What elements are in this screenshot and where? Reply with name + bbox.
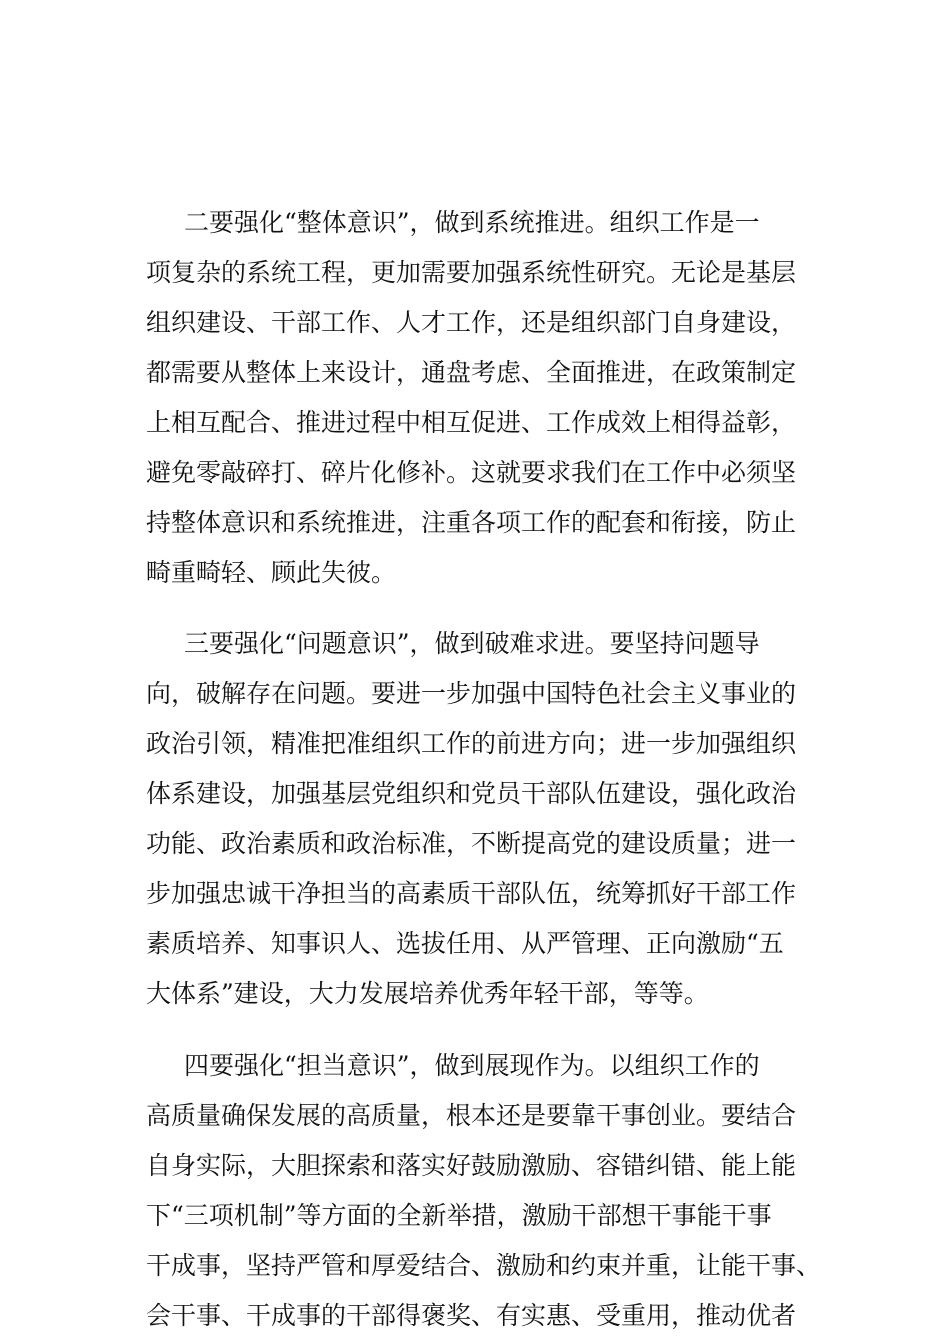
paragraph-line: 四要强化“担当意识”，做到展现作为。以组织工作的 (184, 1051, 760, 1080)
paragraph-line: 上相互配合、推进过程中相互促进、工作成效上相得益彰， (146, 408, 797, 437)
paragraph-line: 高质量确保发展的高质量，根本还是要靠干事创业。要结合 (146, 1101, 797, 1130)
paragraph-line: 避免零敲碎打、碎片化修补。这就要求我们在工作中必须坚 (146, 458, 797, 487)
paragraph-responsibility-awareness (146, 1041, 821, 1341)
paragraph-line: 功能、政治素质和政治标准，不断提高党的建设质量；进一 (146, 829, 797, 858)
paragraph-line: 向，破解存在问题。要进一步加强中国特色社会主义事业的 (146, 679, 797, 708)
paragraph-line: 会干事、干成事的干部得褒奖、有实惠、受重用，推动优者 (146, 1301, 797, 1330)
paragraph-line: 自身实际，大胆探索和落实好鼓励激励、容错纠错、能上能 (146, 1151, 797, 1180)
paragraph-line: 下“三项机制”等方面的全新举措，激励干部想干事能干事 (146, 1201, 772, 1230)
paragraph-line: 畸重畸轻、顾此失彼。 (146, 558, 397, 587)
paragraph-line: 三要强化“问题意识”，做到破难求进。要坚持问题导 (184, 629, 760, 658)
paragraph-line: 政治引领，精准把准组织工作的前进方向；进一步加强组织 (146, 729, 797, 758)
paragraph-line: 步加强忠诚干净担当的高素质干部队伍，统筹抓好干部工作 (146, 879, 797, 908)
paragraph-line: 体系建设，加强基层党组织和党员干部队伍建设，强化政治 (146, 779, 797, 808)
paragraph-line: 持整体意识和系统推进，注重各项工作的配套和衔接，防止 (146, 508, 797, 537)
paragraph-line: 干成事，坚持严管和厚爱结合、激励和约束并重，让能干事、 (146, 1251, 822, 1280)
paragraph-overall-awareness (146, 198, 796, 598)
paragraph-line: 素质培养、知事识人、选拔任用、从严管理、正向激励“五 (146, 929, 784, 958)
paragraph-problem-awareness (146, 619, 796, 1019)
paragraph-line: 大体系”建设，大力发展培养优秀年轻干部，等等。 (146, 979, 709, 1008)
paragraph-line: 组织建设、干部工作、人才工作，还是组织部门自身建设， (146, 308, 797, 337)
paragraph-line: 项复杂的系统工程，更加需要加强系统性研究。无论是基层 (146, 258, 797, 287)
paragraph-line: 都需要从整体上来设计，通盘考虑、全面推进，在政策制定 (146, 358, 797, 387)
paragraph-line: 二要强化“整体意识”，做到系统推进。组织工作是一 (184, 208, 760, 237)
